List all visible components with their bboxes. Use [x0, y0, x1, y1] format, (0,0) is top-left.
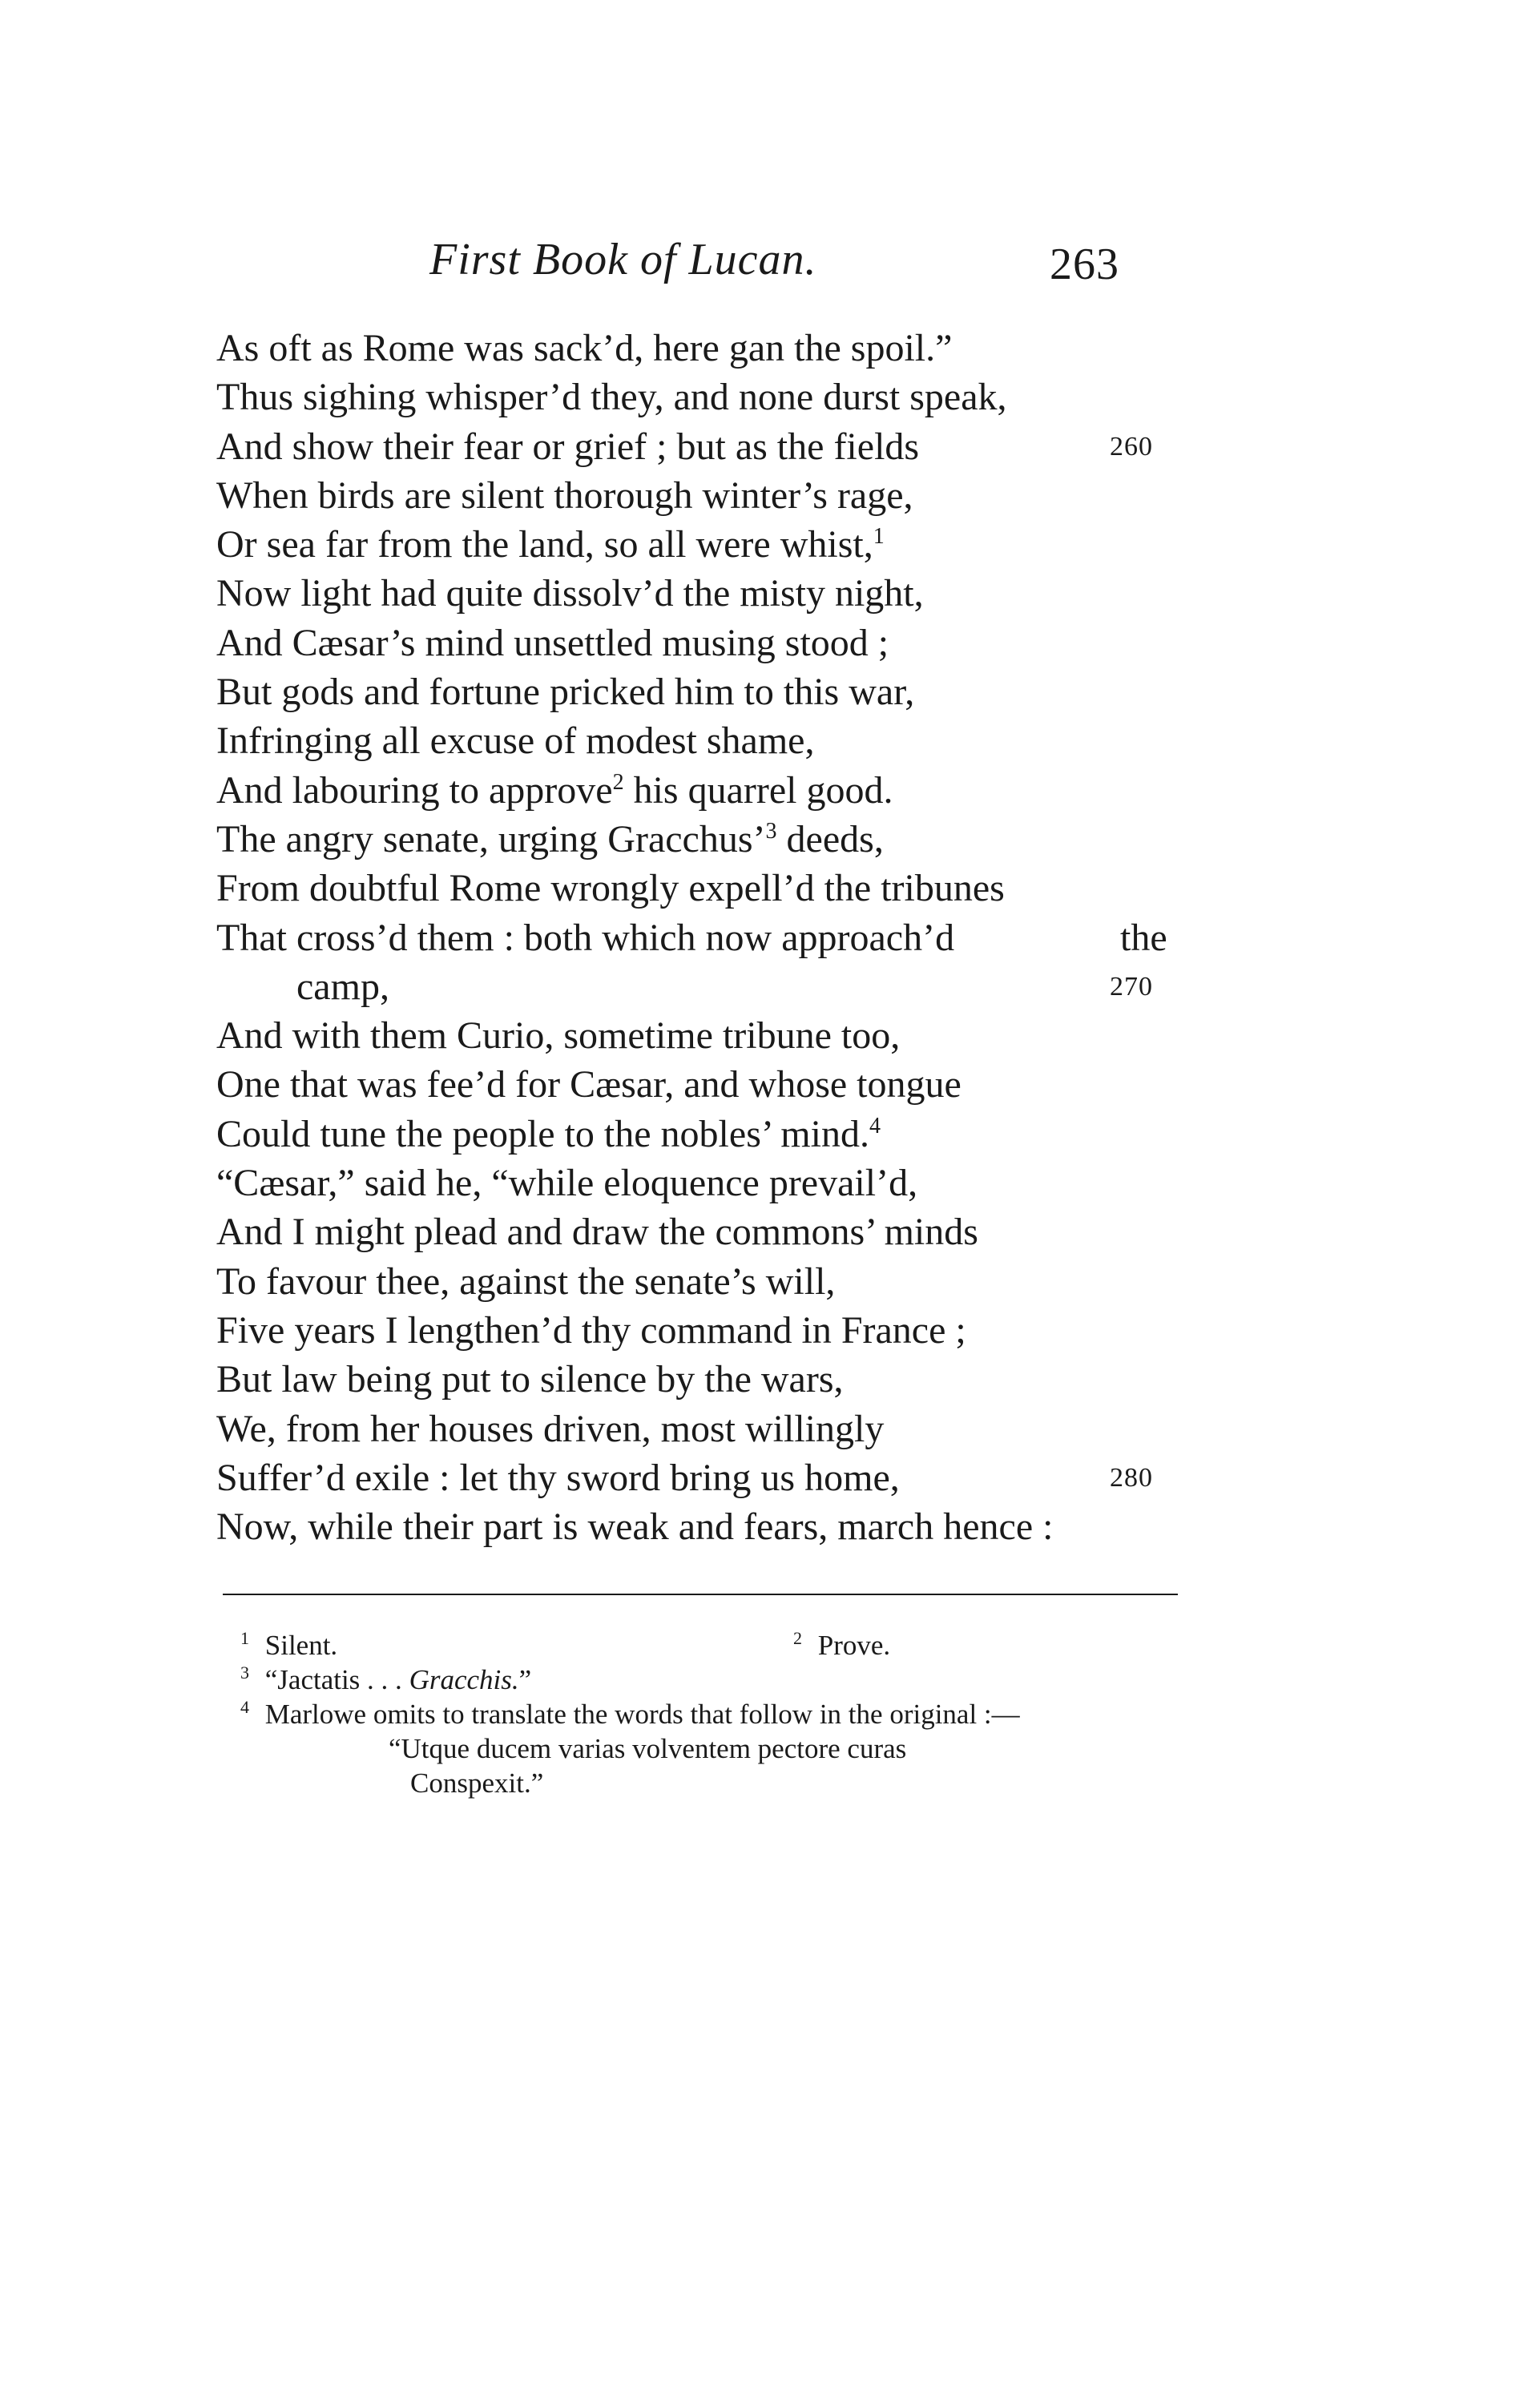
verse-line-text	[216, 867, 1005, 909]
running-title: First Book of Lucan.	[429, 235, 817, 284]
line-number: 270	[1110, 971, 1153, 1002]
verse-line-text	[216, 1162, 917, 1204]
verse-line	[216, 422, 1178, 471]
line-number: 260	[1110, 431, 1153, 461]
verse-text: We, from her houses driven, most willingly	[216, 1407, 885, 1450]
verse-line	[216, 1207, 1178, 1256]
verse-overflow-word: the	[1120, 916, 1167, 959]
verse-text-continuation: deeds,	[776, 817, 884, 860]
verse-line-text	[216, 1408, 884, 1450]
verse-text: Now light had quite dissolv’d the misty night,	[216, 572, 924, 615]
line-number: 280	[1110, 1462, 1153, 1493]
footnote-row: 4 Marlowe omits to translate the words that follow in the original :—	[240, 1697, 1020, 1730]
footnote-text: Prove.	[817, 1630, 891, 1661]
verse-text: “Cæsar,” said he, “while eloquence prevail’d,	[216, 1162, 918, 1205]
verse-line-text	[216, 474, 913, 517]
verse-text: And show their fear or grief ; but as the fields	[216, 425, 920, 468]
verse-line-text	[216, 376, 1007, 418]
verse-line	[216, 373, 1178, 421]
verse-text: The angry senate, urging Gracchus’	[216, 817, 766, 860]
verse-text-continuation: his quarrel good.	[623, 768, 893, 812]
verse-line-text	[216, 1457, 900, 1499]
verse-line	[216, 1011, 1178, 1060]
footnote-reference: 3	[765, 818, 777, 844]
footnote-quote-line: “Utque ducem varias volventem pectore curas	[389, 1733, 907, 1764]
verse-line-text	[216, 327, 952, 369]
verse-text: From doubtful Rome wrongly expell’d the tribunes	[216, 867, 1005, 910]
verse-text: To favour thee, against the senate’s will,	[216, 1259, 836, 1303]
footnotes	[240, 1628, 1202, 1800]
verse-line	[216, 1110, 1178, 1159]
verse-line	[216, 667, 1178, 716]
verse-line	[216, 766, 1178, 815]
verse-line	[216, 324, 1178, 373]
verse-text: But law being put to silence by the wars,	[216, 1358, 844, 1401]
verse-line	[216, 619, 1178, 667]
verse-line-text	[216, 1260, 835, 1303]
verse-line	[216, 716, 1178, 765]
footnote-quote-line: Conspexit.”	[410, 1767, 544, 1799]
verse-line	[216, 864, 1178, 913]
verse-text: Now, while their part is weak and fears, march hence :	[216, 1505, 1054, 1549]
verse-line-text	[216, 818, 884, 860]
verse-line	[216, 1502, 1178, 1551]
verse-text: And with them Curio, sometime tribune too,	[216, 1014, 901, 1058]
verse-line-text	[216, 1211, 978, 1253]
verse-line-text	[216, 1309, 966, 1352]
footnote-reference: 1	[873, 524, 885, 550]
verse-text: And Cæsar’s mind unsettled musing stood ;	[216, 621, 889, 664]
verse-line	[216, 1453, 1178, 1502]
verse-text: Could tune the people to the nobles’ mind.	[216, 1112, 869, 1155]
verse-text: Thus sighing whisper’d they, and none durst speak,	[216, 376, 1007, 419]
verse-line-text	[216, 1014, 900, 1057]
verse-line	[216, 1306, 1178, 1355]
verse-line-text	[216, 523, 885, 566]
verse-text: camp,	[296, 965, 389, 1008]
verse-line	[216, 962, 1178, 1011]
verse-text: Five years I lengthen’d thy command in France ;	[216, 1308, 966, 1352]
footnote-text: Marlowe omits to translate the words that follow in the original :—	[264, 1699, 1020, 1730]
page-header	[0, 234, 1540, 298]
verse-line	[216, 815, 1178, 864]
page-number: 263	[1050, 240, 1119, 289]
verse-line	[216, 1355, 1178, 1404]
verse-line-text	[216, 1505, 1053, 1548]
footnote-text: Silent.	[264, 1630, 338, 1661]
verse-line-text	[216, 1358, 844, 1401]
verse-line-text	[216, 769, 893, 812]
verse-text: But gods and fortune pricked him to this war,	[216, 671, 915, 714]
footnote-text: “Jactatis . . .	[264, 1664, 409, 1695]
footnote-row: 3 “Jactatis . . . Gracchis.”	[240, 1662, 532, 1695]
footnote-reference: 2	[612, 769, 624, 795]
verse-text: As oft as Rome was sack’d, here gan the spoil.”	[216, 327, 953, 369]
verse-line	[216, 569, 1178, 618]
verse-line-text	[216, 1063, 961, 1106]
footnote-italic-text: Gracchis.	[409, 1664, 519, 1695]
verse-line-text	[216, 917, 954, 959]
footnote-reference: 4	[869, 1113, 881, 1139]
verse-line-text	[216, 719, 814, 762]
verse-line-text	[216, 965, 389, 1008]
verse-line	[216, 1257, 1178, 1306]
verse-line-text	[216, 1113, 881, 1155]
verse-text: One that was fee’d for Cæsar, and whose tongue	[216, 1063, 961, 1106]
verse-line	[216, 1060, 1178, 1109]
verse-text: Suffer’d exile : let thy sword bring us home,	[216, 1456, 900, 1499]
verse-line	[216, 471, 1178, 520]
verse-line	[216, 1159, 1178, 1207]
verse-line-text	[216, 671, 914, 713]
verse-text: That cross’d them : both which now approach’d	[216, 916, 955, 959]
verse-text: And I might plead and draw the commons’ minds	[216, 1211, 978, 1254]
verse-text: And labouring to approve	[216, 768, 613, 812]
verse-line-text	[216, 622, 889, 664]
verse-text: Or sea far from the land, so all were whist,	[216, 523, 873, 566]
verse-line-text	[216, 425, 919, 468]
verse-line-text	[216, 572, 924, 615]
footnote-divider	[223, 1594, 1178, 1595]
verse-text: When birds are silent thorough winter’s rage,	[216, 474, 913, 517]
footnote-row: 1 Silent. 2 Prove.	[240, 1628, 891, 1661]
verse-text: Infringing all excuse of modest shame,	[216, 719, 815, 763]
verse-line	[216, 1405, 1178, 1453]
footnote-close-quote: ”	[518, 1664, 532, 1695]
footnote-second: 2 Prove.	[793, 1628, 891, 1661]
verse-line	[216, 913, 1178, 962]
verse-line	[216, 520, 1178, 569]
verse-block	[216, 324, 1178, 1551]
